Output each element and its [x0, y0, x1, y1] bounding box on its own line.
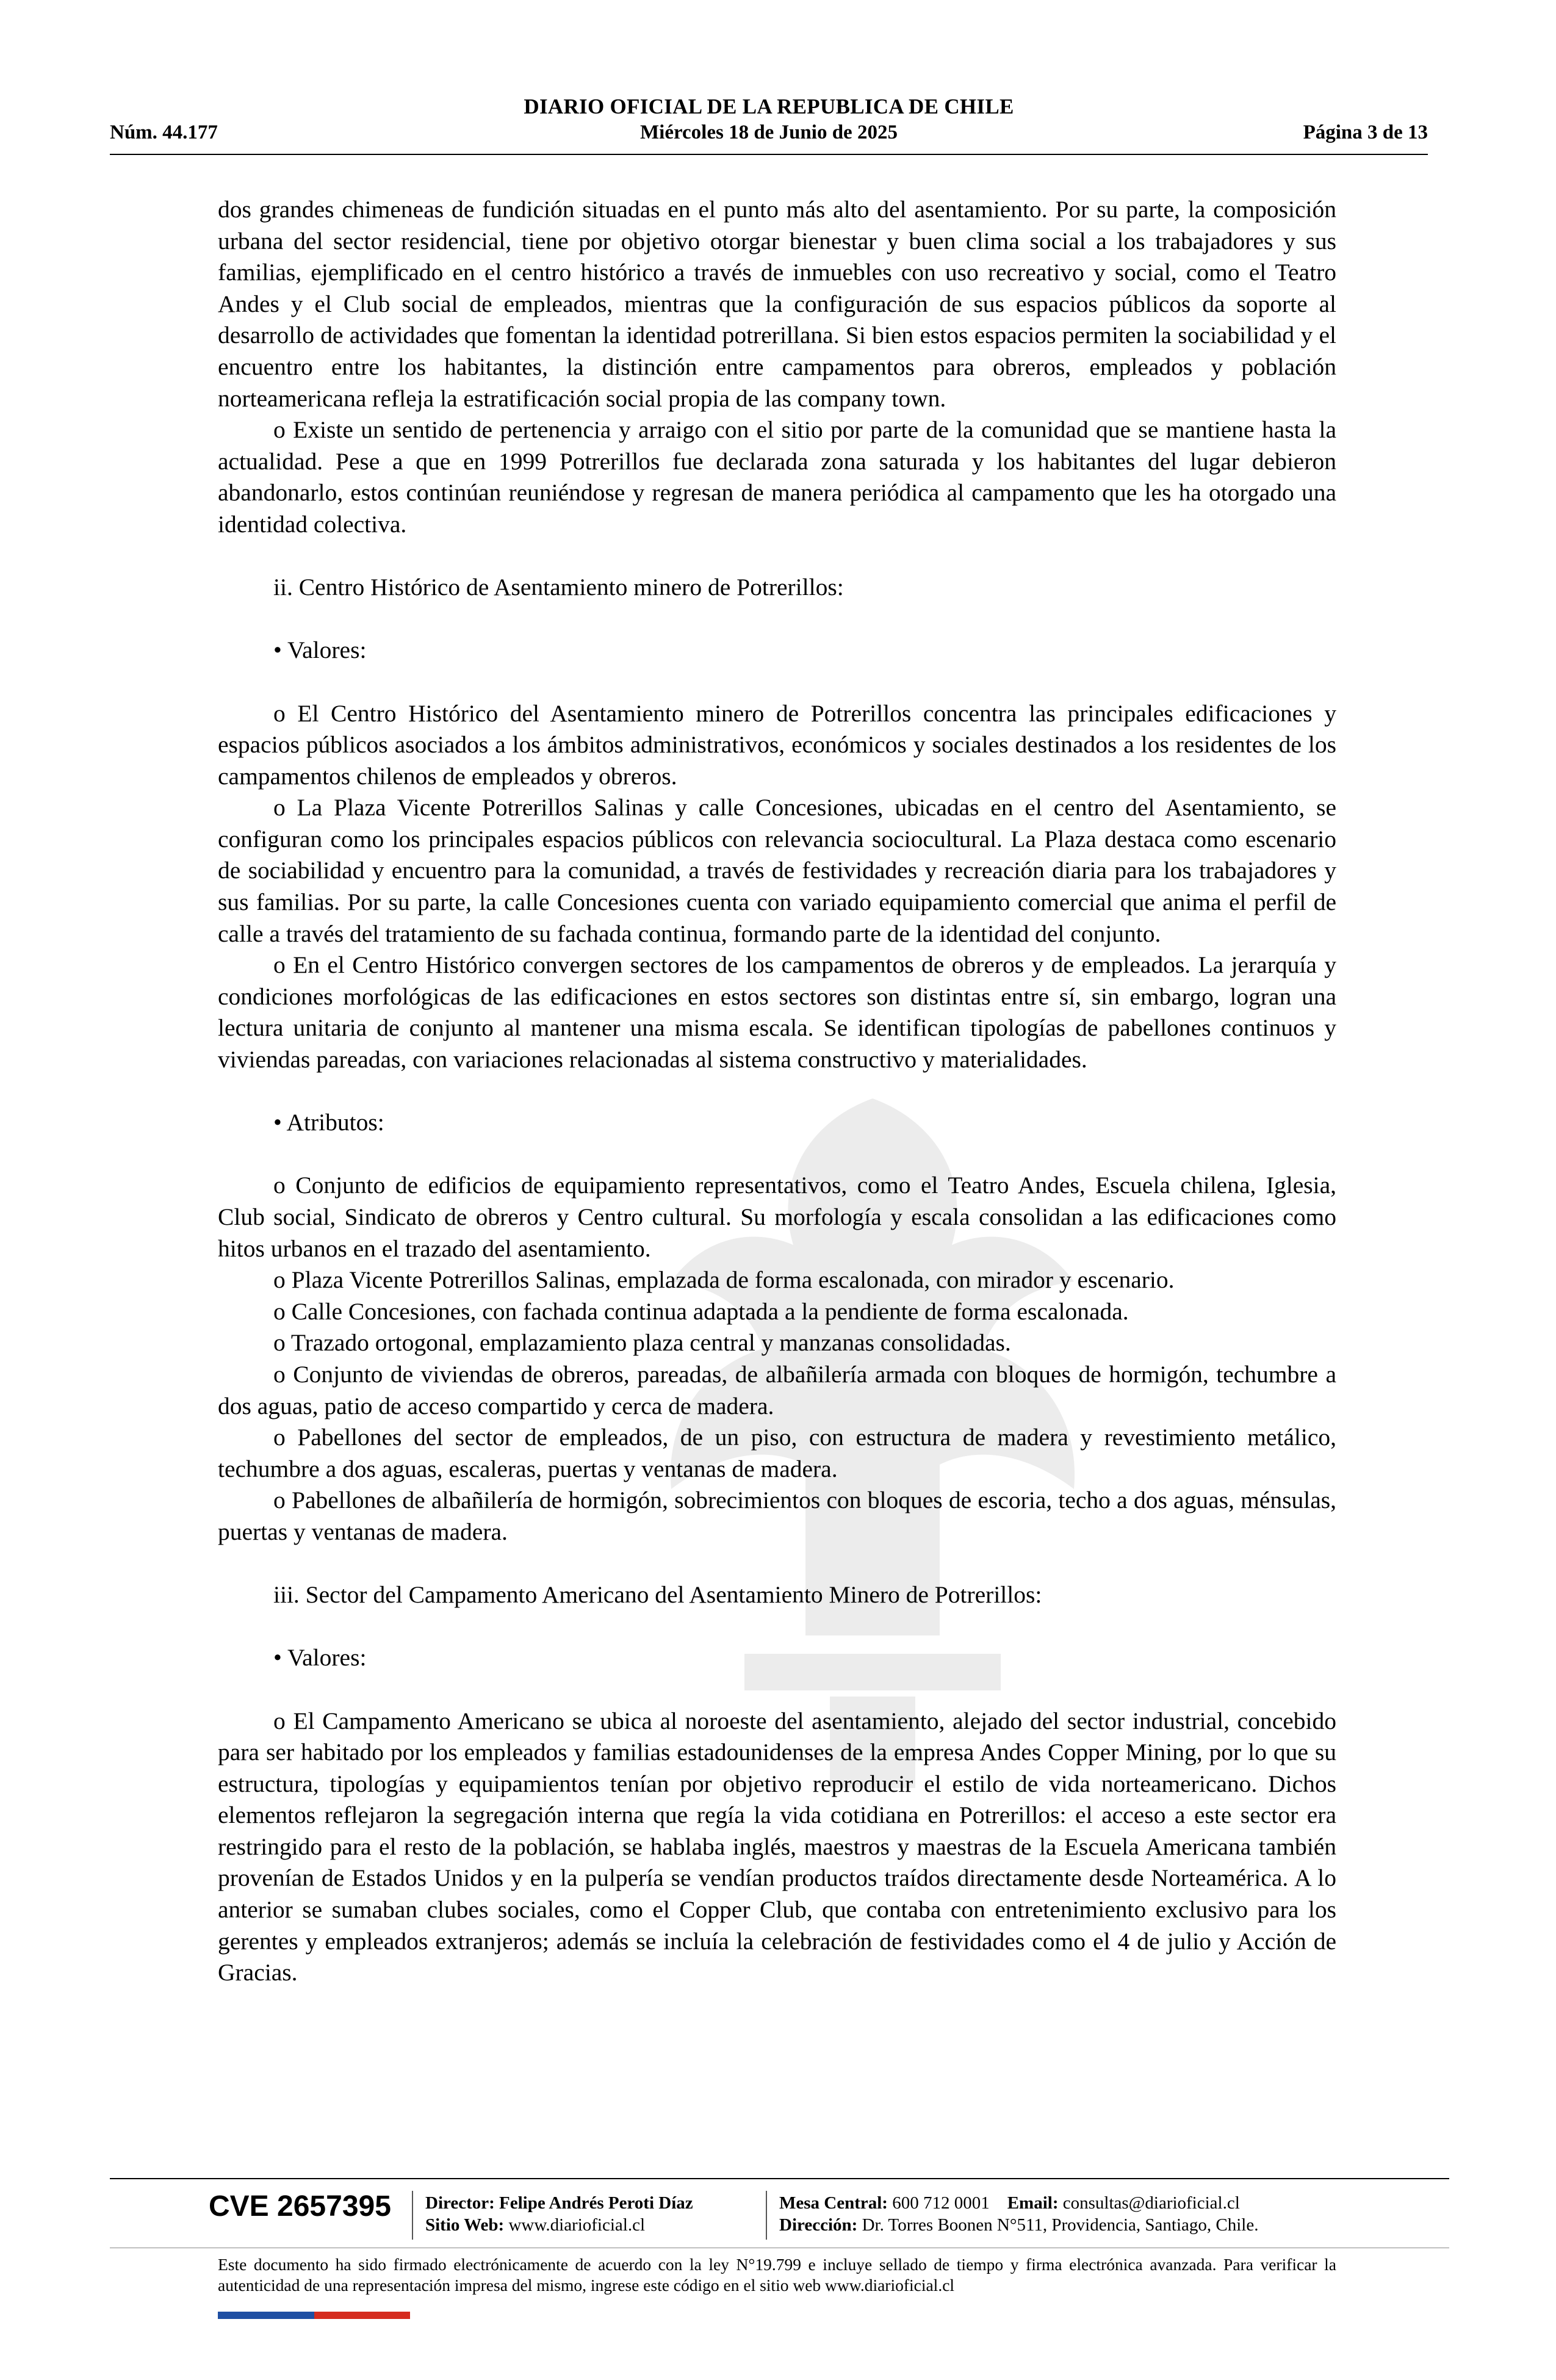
footer-separator [412, 2191, 413, 2240]
legal-notice: Este documento ha sido firmado electrónicamente de acuerdo con la ley N°19.799 e incluye sellado de tiempo y firma electrónica avanzada. Para verificar la autenticidad de una representación impresa del mismo, ingrese este código en el sitio web www.diarioficial.cl [218, 2255, 1336, 2295]
paragraph: o En el Centro Histórico convergen sectores de los campamentos de obreros y de empleados. La jerarquía y condiciones morfológicas de las edificaciones en estos sectores son distintas entre sí, sin embargo, logran una lectura unitaria de conjunto al mantener una misma escala. Se identifican tipologías de pabellones continuos y viviendas pareadas, con variaciones relacionadas al sistema constructivo y materialidades. [218, 951, 1336, 1073]
paragraph: o El Campamento Americano se ubica al noroeste del asentamiento, alejado del sector industrial, concebido para ser habitado por los empleados y familias estadounidenses de la empresa Andes Copper Mining, por lo que su estructura, tipologías y equipamientos tenían por objetivo reproducir el estilo de vida norteamericano. Dichos elementos reflejaron la segregación interna que regía la vida cotidiana en Potrerillos: el acceso a este sector era restringido para el resto de la población, se hablaba inglés, maestros y maestras de la Escuela Americana también provenían de Estados Unidos y en la pulpería se vendían productos traídos directamente desde Norteamérica. A lo anterior se sumaban clubes sociales, como el Copper Club, que contaba con entretenimiento exclusivo para los gerentes y empleados extranjeros; además se incluía la celebración de festividades como el 4 de julio y Acción de Gracias. [218, 1707, 1336, 1986]
paragraph: o Plaza Vicente Potrerillos Salinas, emplazada de forma escalonada, con mirador y escenario. [273, 1266, 1175, 1294]
gazette-title: DIARIO OFICIAL DE LA REPUBLICA DE CHILE [524, 95, 1014, 118]
flag-blue-stripe [218, 2312, 314, 2319]
web-label: Sitio Web: [425, 2215, 505, 2235]
document-body [218, 194, 1336, 1989]
paragraph: o Calle Concesiones, con fachada continua adaptada a la pendiente de forma escalonada. [273, 1297, 1129, 1325]
section-heading-iii: iii. Sector del Campamento Americano del Asentamiento Minero de Potrerillos: [273, 1581, 1042, 1609]
paragraph: o La Plaza Vicente Potrerillos Salinas y calle Concesiones, ubicadas en el centro del Asentamiento, se configuran como los principales espacios públicos con relevancia sociocultural. La Plaza destaca como escenario de sociabilidad y encuentro para la comunidad, a través de festividades y recreación diaria para los trabajadores y sus familias. Por su parte, la calle Concesiones cuenta con variado equipamiento comercial que anima el perfil de calle a través del tratamiento de su fachada continua, formando parte de la identidad del conjunto. [218, 794, 1336, 947]
paragraph: o Conjunto de edificios de equipamiento representativos, como el Teatro Andes, Escuela chilena, Iglesia, Club social, Sindicato de obreros y Centro cultural. Su morfología y escala consolidan a las edificaciones como hitos urbanos en el trazado del asentamiento. [218, 1172, 1336, 1262]
address-value: Dr. Torres Boonen N°511, Providencia, Santiago, Chile. [862, 2215, 1259, 2235]
section-heading-ii: ii. Centro Histórico de Asentamiento minero de Potrerillos: [273, 574, 844, 601]
paragraph: o Pabellones de albañilería de hormigón, sobrecimientos con bloques de escoria, techo a dos aguas, ménsulas, puertas y ventanas de madera. [218, 1487, 1336, 1545]
director-name: Felipe Andrés Peroti Díaz [499, 2193, 693, 2213]
footer-separator [766, 2191, 767, 2240]
footer-director-block [425, 2192, 693, 2236]
cve-code: CVE 2657395 [209, 2190, 391, 2223]
paragraph: o Trazado ortogonal, emplazamiento plaza central y manzanas consolidadas. [273, 1329, 1011, 1357]
address-label: Dirección: [779, 2215, 858, 2235]
header-divider [110, 154, 1428, 155]
page-header [110, 95, 1428, 150]
footer-divider [110, 2178, 1449, 2179]
paragraph: dos grandes chimeneas de fundición situadas en el punto más alto del asentamiento. Por su parte, la composición urbana del sector residencial, tiene por objetivo otorgar bienestar y buen clima social a los trabajadores y sus familias, ejemplificado en el centro histórico a través de inmuebles con uso recreativo y social, como el Teatro Andes y el Club social de empleados, mientras que la configuración de sus espacios públicos da soporte al desarrollo de actividades que fomentan la identidad potrerillana. Si bien estos espacios permiten la sociabilidad y el encuentro entre los habitantes, la distinción entre campamentos para obreros, empleados y población norteamericana refleja la estratificación social propia de las company town. [218, 196, 1336, 412]
email-link[interactable]: consultas@diarioficial.cl [1062, 2193, 1240, 2213]
paragraph: o El Centro Histórico del Asentamiento minero de Potrerillos concentra las principales edificaciones y espacios públicos asociados a los ámbitos administrativos, económicos y sociales destinados a los residentes de los campamentos chilenos de empleados y obreros. [218, 699, 1336, 790]
mesa-phone: 600 712 0001 [892, 2193, 990, 2213]
issue-date: Miércoles 18 de Junio de 2025 [640, 121, 898, 143]
subheading-atributos: • Atributos: [273, 1109, 384, 1136]
paragraph: o Existe un sentido de pertenencia y arraigo con el sitio por parte de la comunidad que se mantiene hasta la actualidad. Pese a que en 1999 Potrerillos fue declarada zona saturada y los habitantes del lugar debieron abandonarlo, estos continúan reuniéndose y regresan de manera periódica al campamento que les ha otorgado una identidad colectiva. [218, 416, 1336, 538]
paragraph: o Pabellones del sector de empleados, de un piso, con estructura de madera y revestimiento metálico, techumbre a dos aguas, escaleras, puertas y ventanas de madera. [218, 1424, 1336, 1482]
director-label: Director: [425, 2193, 495, 2213]
issue-number: Núm. 44.177 [110, 121, 218, 143]
mesa-label: Mesa Central: [779, 2193, 888, 2213]
chile-flag-bar [218, 2312, 410, 2319]
page-number: Página 3 de 13 [1303, 121, 1428, 143]
paragraph: o Conjunto de viviendas de obreros, pareadas, de albañilería armada con bloques de hormigón, techumbre a dos aguas, patio de acceso compartido y cerca de madera. [218, 1360, 1336, 1419]
email-label: Email: [1007, 2193, 1059, 2213]
flag-red-stripe [314, 2312, 410, 2319]
subheading-valores: • Valores: [273, 1644, 367, 1671]
web-link[interactable]: www.diarioficial.cl [508, 2215, 646, 2235]
footer-contact-block [779, 2192, 1258, 2236]
subheading-valores: • Valores: [273, 636, 367, 664]
